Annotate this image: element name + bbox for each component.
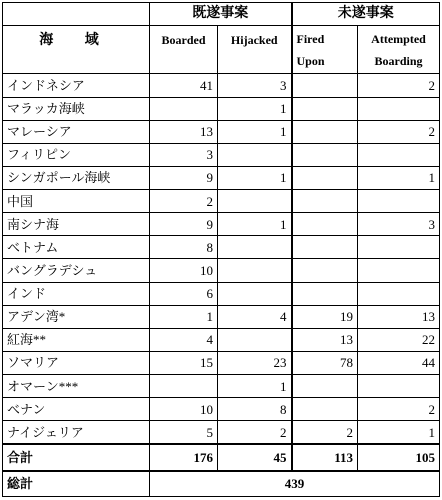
table-row: [3, 97, 440, 120]
boarded-cell: 10: [150, 259, 218, 282]
table-row: [3, 305, 440, 328]
fired-cell: 19: [292, 305, 358, 328]
fired-cell: [292, 398, 358, 421]
fired-cell: [292, 74, 358, 97]
hijacked-cell: [218, 190, 292, 213]
table-row: [3, 328, 440, 351]
total-fired-cell: 113: [292, 444, 358, 470]
fired-cell: [292, 166, 358, 189]
attempted-cell: 2: [358, 120, 440, 143]
hijacked-header: Hijacked: [218, 26, 292, 74]
boarded-cell: 8: [150, 236, 218, 259]
boarded-cell: 2: [150, 190, 218, 213]
fired-upon-line2: Upon: [296, 54, 325, 69]
area-cell: インドネシア: [3, 74, 150, 97]
area-cell: マラッカ海峡: [3, 97, 150, 120]
group-header-done: 既遂事案: [150, 3, 292, 26]
area-cell: シンガポール海峡: [3, 166, 150, 189]
area-cell: ベトナム: [3, 236, 150, 259]
hijacked-cell: [218, 236, 292, 259]
table-row: [3, 259, 440, 282]
boarded-cell: 5: [150, 421, 218, 445]
attempted-cell: [358, 190, 440, 213]
fired-cell: [292, 282, 358, 305]
hijacked-cell: 23: [218, 351, 292, 374]
table-row: [3, 375, 440, 398]
hijacked-cell: [218, 328, 292, 351]
boarded-cell: 1: [150, 305, 218, 328]
area-cell: ソマリア: [3, 351, 150, 374]
fired-cell: [292, 143, 358, 166]
hijacked-cell: 1: [218, 375, 292, 398]
area-cell: バングラデシュ: [3, 259, 150, 282]
hijacked-cell: [218, 259, 292, 282]
attempted-cell: 3: [358, 213, 440, 236]
area-cell: フィリピン: [3, 143, 150, 166]
attempted-cell: 2: [358, 398, 440, 421]
area-cell: 中国: [3, 190, 150, 213]
boarded-cell: 3: [150, 143, 218, 166]
fired-upon-line1: Fired: [296, 32, 325, 47]
area-cell: 南シナ海: [3, 213, 150, 236]
boarded-cell: 4: [150, 328, 218, 351]
attempted-cell: [358, 282, 440, 305]
fired-upon-header: [292, 26, 358, 74]
fired-cell: 2: [292, 421, 358, 445]
total-label: 合計: [3, 444, 150, 470]
hijacked-cell: 2: [218, 421, 292, 445]
total-attempted-cell: 105: [358, 444, 440, 470]
piracy-incidents-table: [2, 2, 440, 497]
hijacked-cell: [218, 143, 292, 166]
boarded-cell: 41: [150, 74, 218, 97]
table-row: [3, 213, 440, 236]
attempted-cell: [358, 97, 440, 120]
table-row: [3, 166, 440, 189]
total-row: [3, 444, 440, 470]
fired-cell: [292, 120, 358, 143]
boarded-cell: 13: [150, 120, 218, 143]
hijacked-cell: [218, 282, 292, 305]
area-cell: ナイジェリア: [3, 421, 150, 445]
table-row: [3, 351, 440, 374]
area-cell: アデン湾*: [3, 305, 150, 328]
fired-cell: 78: [292, 351, 358, 374]
attempted-cell: 44: [358, 351, 440, 374]
grand-total-row: [3, 471, 440, 497]
fired-cell: [292, 375, 358, 398]
hijacked-cell: 8: [218, 398, 292, 421]
grand-total-label: 総計: [3, 471, 150, 497]
grand-total-value: 439: [150, 471, 440, 497]
table-row: [3, 74, 440, 97]
attempted-cell: [358, 259, 440, 282]
hijacked-cell: 1: [218, 166, 292, 189]
table-row: [3, 190, 440, 213]
attempted-cell: 13: [358, 305, 440, 328]
fired-cell: [292, 259, 358, 282]
table-row: [3, 120, 440, 143]
table-row: [3, 398, 440, 421]
boarded-header: Boarded: [150, 26, 218, 74]
attempted-line2: Boarding: [374, 54, 423, 69]
attempted-cell: 2: [358, 74, 440, 97]
area-cell: オマーン***: [3, 375, 150, 398]
corner-cell: [3, 3, 150, 26]
table-row: [3, 236, 440, 259]
fired-cell: [292, 97, 358, 120]
boarded-cell: [150, 97, 218, 120]
attempted-cell: 1: [358, 421, 440, 445]
attempted-cell: [358, 143, 440, 166]
attempted-cell: 22: [358, 328, 440, 351]
boarded-cell: 9: [150, 213, 218, 236]
area-cell: ベナン: [3, 398, 150, 421]
fired-cell: [292, 213, 358, 236]
hijacked-cell: 3: [218, 74, 292, 97]
total-boarded-cell: 176: [150, 444, 218, 470]
attempted-cell: 1: [358, 166, 440, 189]
fired-cell: [292, 190, 358, 213]
group-header-attempt: 未遂事案: [292, 3, 440, 26]
area-cell: マレーシア: [3, 120, 150, 143]
hijacked-cell: 1: [218, 120, 292, 143]
table-row: [3, 421, 440, 445]
boarded-cell: 10: [150, 398, 218, 421]
attempted-line1: Attempted: [371, 32, 426, 47]
boarded-cell: 6: [150, 282, 218, 305]
area-cell: インド: [3, 282, 150, 305]
hijacked-cell: 1: [218, 213, 292, 236]
boarded-cell: 9: [150, 166, 218, 189]
table-row: [3, 282, 440, 305]
fired-cell: [292, 236, 358, 259]
hijacked-cell: 1: [218, 97, 292, 120]
attempted-cell: [358, 236, 440, 259]
area-cell: 紅海**: [3, 328, 150, 351]
fired-cell: 13: [292, 328, 358, 351]
hijacked-cell: 4: [218, 305, 292, 328]
boarded-cell: 15: [150, 351, 218, 374]
boarded-cell: [150, 375, 218, 398]
area-header: 海 域: [3, 26, 150, 74]
table-row: [3, 143, 440, 166]
attempted-cell: [358, 375, 440, 398]
attempted-boarding-header: [358, 26, 440, 74]
total-hijacked-cell: 45: [218, 444, 292, 470]
